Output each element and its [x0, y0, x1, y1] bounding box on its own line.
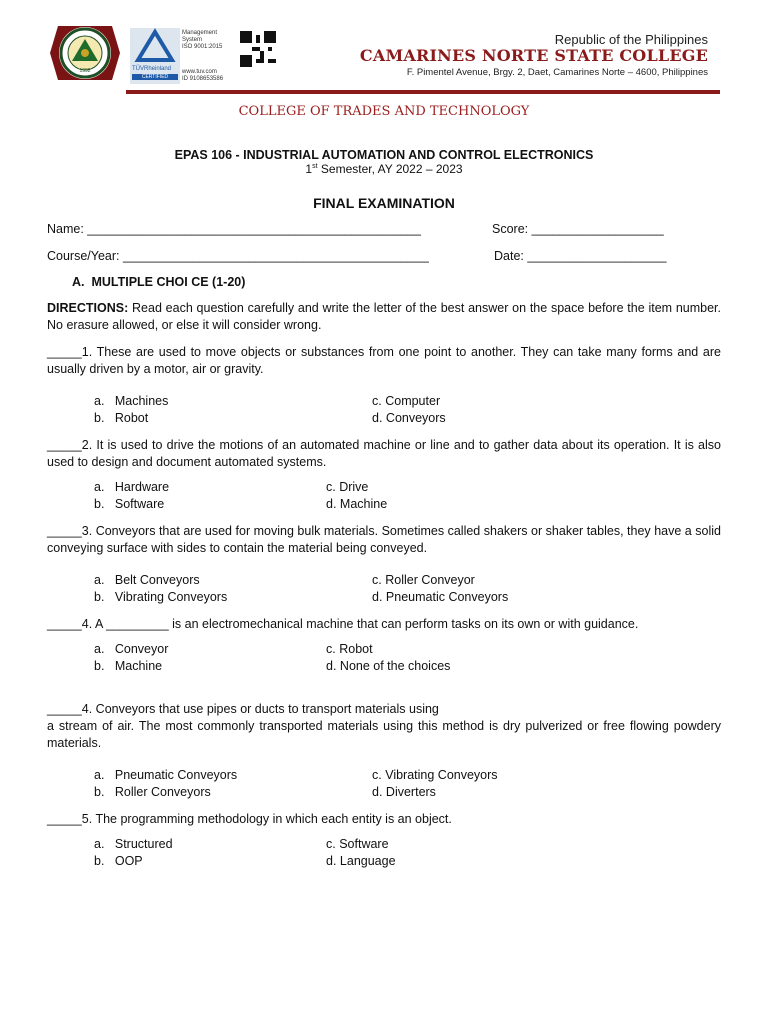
- option-b: b. Vibrating Conveyors: [94, 590, 228, 604]
- question-1: _____1. These are used to move objects or substances from one point to another. They can take many forms and are usually driven by a motor, air or gravity.: [47, 345, 721, 376]
- college-seal-logo: [48, 20, 122, 86]
- option-b: b. Machine: [94, 659, 163, 673]
- option-b: b. OOP: [94, 854, 143, 868]
- tuv-badge: [130, 28, 180, 84]
- option-c: c. Drive: [326, 480, 369, 494]
- option-c: c. Software: [326, 837, 389, 851]
- score-field[interactable]: Score: ___________________: [492, 222, 664, 236]
- option-d: d. Diverters: [372, 785, 436, 799]
- cert-text: [182, 30, 223, 83]
- college-name: CAMARINES NORTE STATE COLLEGE: [359, 46, 708, 65]
- cert-brand: TÜVRheinland: [132, 66, 172, 72]
- directions: DIRECTIONS: Read each question carefully and write the letter of the best answer on the space before the item number. No erasure allowed, or else it will consider wrong.: [47, 301, 721, 332]
- question-2: _____2. It is used to drive the motions of an automated machine or line and to gather data about its operation. It is also used to design and document automated systems.: [47, 438, 721, 469]
- iso-certification-badge: [130, 28, 278, 84]
- option-b: b. Roller Conveyors: [94, 785, 211, 799]
- seal-year: 1992: [79, 68, 91, 74]
- cert-line: Management: [182, 30, 218, 36]
- cert-id: ID 9108653586: [182, 76, 224, 82]
- qr-code-icon: [240, 30, 276, 68]
- option-d: d. Conveyors: [372, 411, 446, 425]
- question-3: _____3. Conveyors that are used for moving bulk materials. Sometimes called shakers or shaker tables, they have a solid conveying surface with sides to contain the material being conveyed.: [47, 524, 721, 555]
- option-a: a. Machines: [94, 394, 169, 408]
- course-title: EPAS 106 - INDUSTRIAL AUTOMATION AND CONTROL ELECTRONICS: [174, 148, 594, 162]
- option-b: b. Software: [94, 497, 165, 511]
- option-d: d. Pneumatic Conveyors: [372, 590, 509, 604]
- option-d: d. None of the choices: [326, 659, 451, 673]
- option-c: c. Computer: [372, 394, 441, 408]
- question-4: _____4. A _________ is an electromechanical machine that can perform tasks on its own or with guidance.: [47, 617, 639, 631]
- exam-title: FINAL EXAMINATION: [313, 195, 455, 211]
- semester-line: 1st Semester, AY 2022 – 2023: [305, 162, 463, 176]
- option-c: c. Roller Conveyor: [372, 573, 475, 587]
- cert-badge-label: CERTIFIED: [132, 74, 178, 80]
- option-a: a. Belt Conveyors: [94, 573, 200, 587]
- option-a: a. Hardware: [94, 480, 170, 494]
- cert-url: www.tuv.com: [182, 69, 217, 75]
- option-d: d. Language: [326, 854, 396, 868]
- question-4b-first-line: _____4. Conveyors that use pipes or ducts to transport materials using: [47, 702, 439, 716]
- date-field[interactable]: Date: ____________________: [494, 249, 667, 263]
- option-a: a. Pneumatic Conveyors: [94, 768, 238, 782]
- republic-heading: Republic of the Philippines: [554, 32, 708, 47]
- header-divider: [126, 90, 720, 94]
- option-b: b. Robot: [94, 411, 149, 425]
- option-c: c. Robot: [326, 642, 373, 656]
- cert-line: ISO 9001:2015: [182, 44, 223, 50]
- tuv-triangle-icon: [130, 28, 180, 68]
- question-4b: a stream of air. The most commonly transported materials using this method is dry pulverized or free flowing powdery materials.: [47, 719, 721, 750]
- option-a: a. Structured: [94, 837, 173, 851]
- option-a: a. Conveyor: [94, 642, 169, 656]
- option-d: d. Machine: [326, 497, 388, 511]
- option-c: c. Vibrating Conveyors: [372, 768, 498, 782]
- course-year-field[interactable]: Course/Year: ____________________________________________: [47, 249, 429, 263]
- college-address: F. Pimentel Avenue, Brgy. 2, Daet, Camarines Norte – 4600, Philippines: [406, 67, 708, 78]
- question-5: _____5. The programming methodology in which each entity is an object.: [47, 812, 452, 826]
- department-title: COLLEGE OF TRADES AND TECHNOLOGY: [238, 104, 530, 119]
- section-heading: A. MULTIPLE CHOI CE (1-20): [72, 275, 246, 289]
- name-field[interactable]: Name: ________________________________________________: [47, 222, 421, 236]
- cert-line: System: [182, 37, 203, 43]
